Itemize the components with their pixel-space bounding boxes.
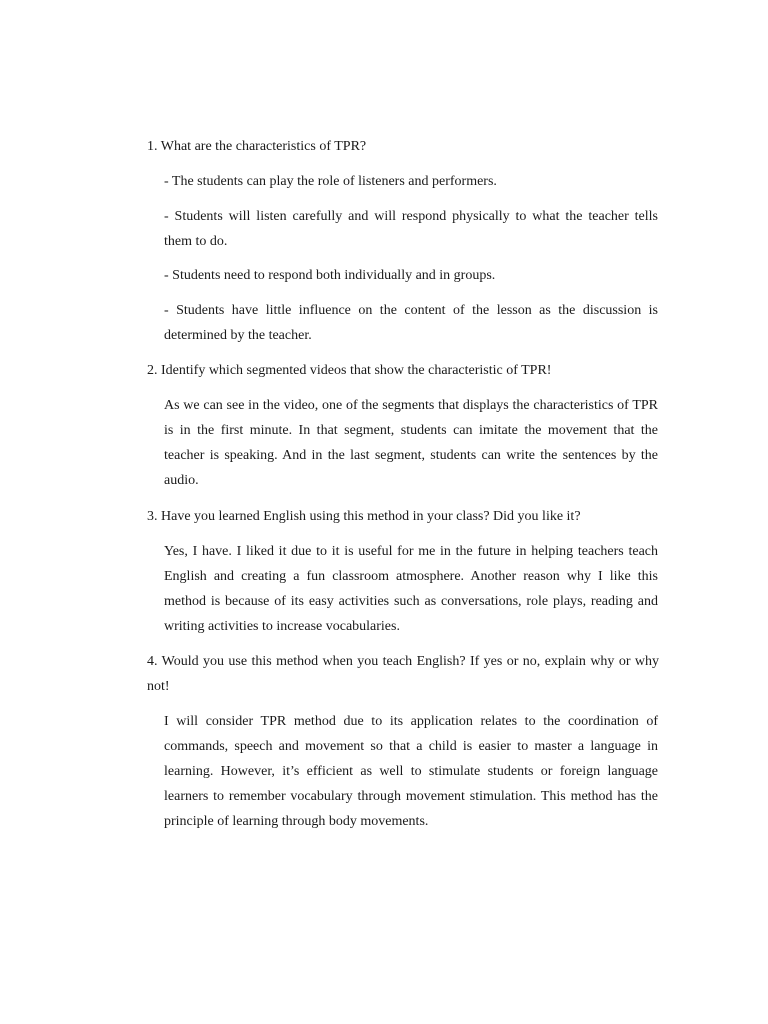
question-3: 3. Have you learned English using this method in your class? Did you like it? xyxy=(147,509,581,524)
question-1-answer-2: - Students will listen carefully and will respond physically to what the teacher tells them to do. xyxy=(164,209,658,249)
question-1-answer-1: - The students can play the role of listeners and performers. xyxy=(164,174,497,189)
question-3-answer: Yes, I have. I liked it due to it is useful for me in the future in helping teachers teach English and creating a fun classroom atmosphere. Another reason why I like this method is because of its easy activities such as conversations, role plays, reading and writing activities to increase vocabularies. xyxy=(164,544,658,634)
question-4: 4. Would you use this method when you teach English? If yes or no, explain why or why not! xyxy=(147,654,659,694)
question-2: 2. Identify which segmented videos that show the characteristic of TPR! xyxy=(147,363,552,378)
question-1: 1. What are the characteristics of TPR? xyxy=(147,139,367,154)
question-4-answer: I will consider TPR method due to its application relates to the coordination of commands, speech and movement so that a child is easier to master a language in learning. However, it’s efficient as well to stimulate students or foreign language learners to remember vocabulary through movement stimulation. This method has the principle of learning through body movements. xyxy=(164,714,658,829)
question-2-answer: As we can see in the video, one of the segments that displays the characteristics of TPR is in the first minute. In that segment, students can imitate the movement that the teacher is speaking. And in the last segment, students can write the sentences by the audio. xyxy=(164,398,658,488)
question-1-answer-4: - Students have little influence on the content of the lesson as the discussion is determined by the teacher. xyxy=(164,303,658,343)
question-1-answer-3: - Students need to respond both individually and in groups. xyxy=(164,268,496,283)
